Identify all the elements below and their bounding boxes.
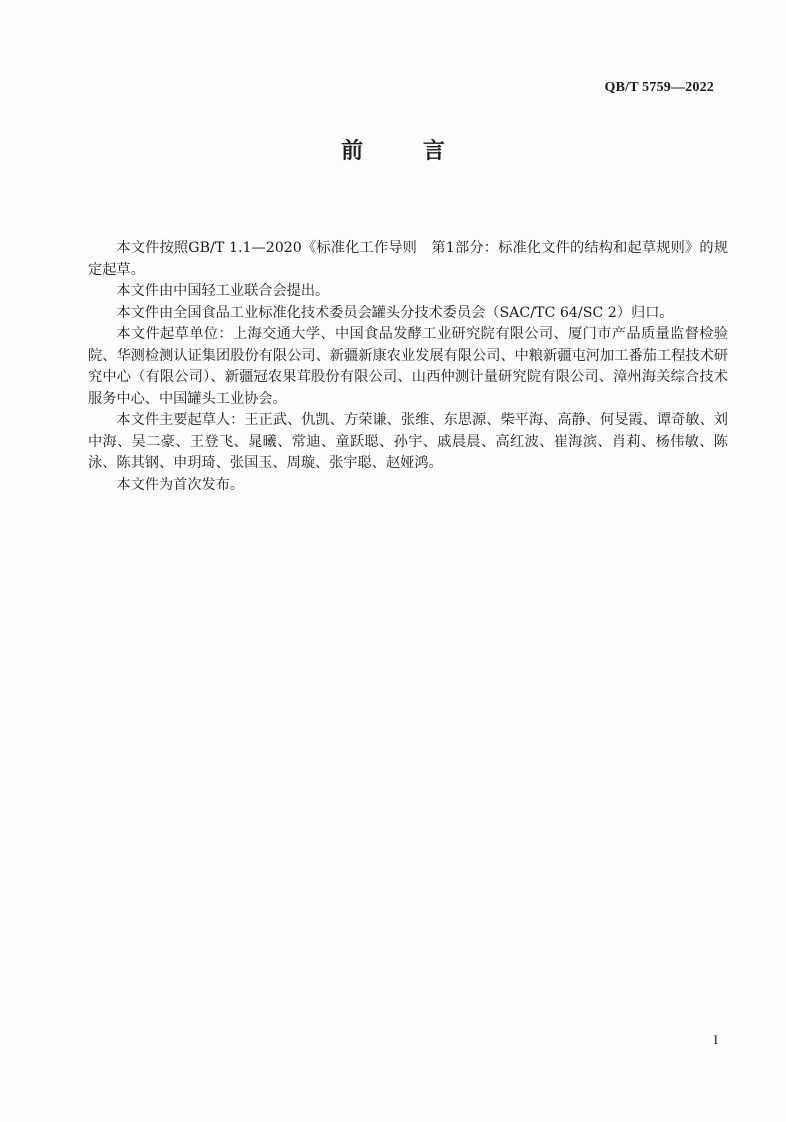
paragraph-main-drafters: 本文件主要起草人：王正武、仇凯、方荣谦、张维、东思源、柴平海、高静、何旻霞、谭奇敏、刘中海、吴二豪、王登飞、晁曦、常迪、童跃聪、孙宇、戚晨晨、高红波、崔海滨、肖莉、杨伟敏、陈泳、陈其钢、申玥琦、张国玉、周璇、张宇聪、赵娅鸿。 <box>88 412 728 471</box>
paragraph-proposer: 本文件由中国轻工业联合会提出。 <box>116 283 330 299</box>
page-title: 前 言 <box>341 139 471 164</box>
paragraph-first-release: 本文件为首次发布。 <box>116 476 245 493</box>
page-number: I <box>713 1032 718 1047</box>
paragraph-centralized-management: 本文件由全国食品工业标准化技术委员会罐头分技术委员会（SAC/TC 64/SC 2）归口。 <box>116 304 674 321</box>
paragraph-drafting-rules: 本文件按照GB/T 1.1—2020《标准化工作导则 第1部分：标准化文件的结构和起草规则》的规定起草。 <box>88 240 728 278</box>
standard-code: QB/T 5759—2022 <box>604 80 714 95</box>
paragraph-drafting-units: 本文件起草单位：上海交通大学、中国食品发酵工业研究院有限公司、厦门市产品质量监督检验院、华测检测认证集团股份有限公司、新疆新康农业发展有限公司、中粮新疆屯河加工番茄工程技术研究中心（有限公司）、新疆冠农果茸股份有限公司、山西仲测计量研究院有限公司、漳州海关综合技术服务中心、中国罐头工业协会。 <box>88 326 728 407</box>
foreword-body <box>88 238 728 496</box>
